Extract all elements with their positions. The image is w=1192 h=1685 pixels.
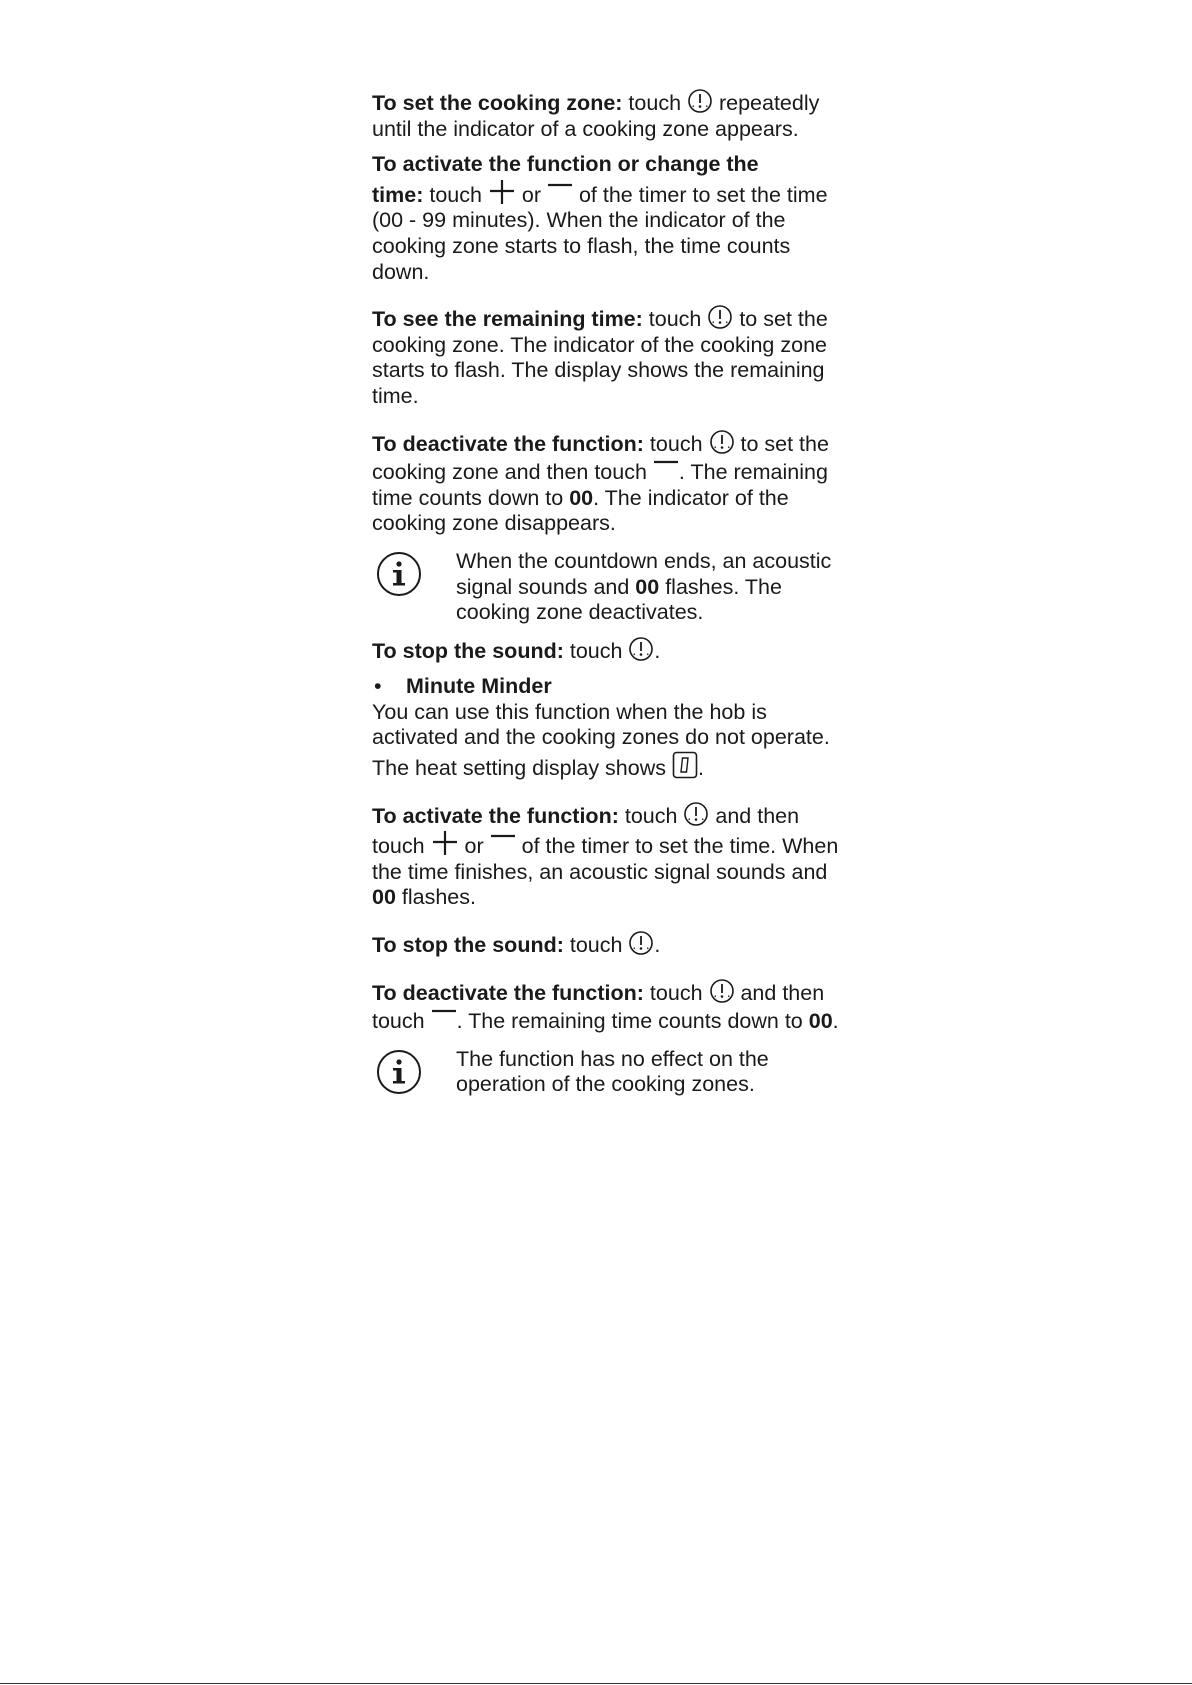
minus-icon	[547, 180, 573, 206]
timer-icon	[628, 930, 654, 956]
deactivate-function-paragraph-2: To deactivate the function: touch and then touch . The remaining time counts down to 00.	[372, 978, 852, 1035]
heading-stop-sound: To stop the sound:	[372, 933, 564, 958]
text-column	[372, 88, 852, 1101]
heading-set-cooking-zone: To set the cooking zone:	[372, 91, 623, 115]
activate-function-paragraph: To activate the function: touch and then touch or of the timer to set the time. When the time finishes, an acoustic signal sounds and 00 flashes.	[372, 801, 852, 911]
info-note-no-effect: The function has no effect on the operation of the cooking zones.	[372, 1047, 852, 1102]
timer-icon	[628, 636, 654, 662]
timer-icon	[687, 88, 713, 114]
display-zero-icon	[672, 751, 698, 779]
info-note-countdown: When the countdown ends, an acoustic signal sounds and 00 flashes. The cooking zone deactivates.	[372, 549, 852, 626]
minus-icon	[431, 1006, 457, 1032]
minus-icon	[653, 457, 679, 483]
stop-sound-paragraph-2: To stop the sound: touch .	[372, 930, 852, 959]
timer-icon	[683, 801, 709, 827]
minute-minder-heading: • Minute Minder	[374, 674, 552, 699]
timer-icon	[709, 978, 735, 1004]
plus-icon	[431, 829, 459, 857]
timer-icon	[707, 304, 733, 330]
heading-activate-function: To activate the function:	[372, 803, 619, 828]
heading-remaining-time: To see the remaining time:	[372, 307, 643, 332]
heading-time: time:	[372, 182, 424, 207]
minus-icon	[490, 831, 516, 857]
timer-icon	[709, 429, 735, 455]
page-bottom-border	[0, 1683, 1192, 1684]
heading-deactivate-function: To deactivate the function:	[372, 980, 644, 1005]
minute-minder-description: You can use this function when the hob is activated and the cooking zones do not operate. The heat setting display shows .	[372, 699, 830, 781]
deactivate-function-paragraph-1: To deactivate the function: touch to set the cooking zone and then touch . The remaining time counts down to 00. The indicator of the cooking zone disappears.	[372, 429, 852, 537]
set-cooking-zone-paragraph: To set the cooking zone: touch repeatedly until the indicator of a cooking zone appears.	[372, 88, 852, 142]
heading-activate-change: To activate the function or change the	[372, 152, 759, 177]
stop-sound-paragraph-1: To stop the sound: touch .	[372, 636, 852, 665]
heading-deactivate-function: To deactivate the function:	[372, 431, 644, 456]
activate-change-time-paragraph: To activate the function or change the time: touch or of the timer to set the time (00 - 99 minutes). When the indicator of the cooking zone starts to flash, the time counts down.	[372, 152, 828, 284]
heading-stop-sound: To stop the sound:	[372, 638, 564, 663]
info-icon	[376, 551, 422, 597]
info-icon	[376, 1049, 422, 1095]
plus-icon	[488, 178, 516, 206]
remaining-time-paragraph: To see the remaining time: touch to set the cooking zone. The indicator of the cooking zone starts to flash. The display shows the remaining time.	[372, 304, 852, 409]
